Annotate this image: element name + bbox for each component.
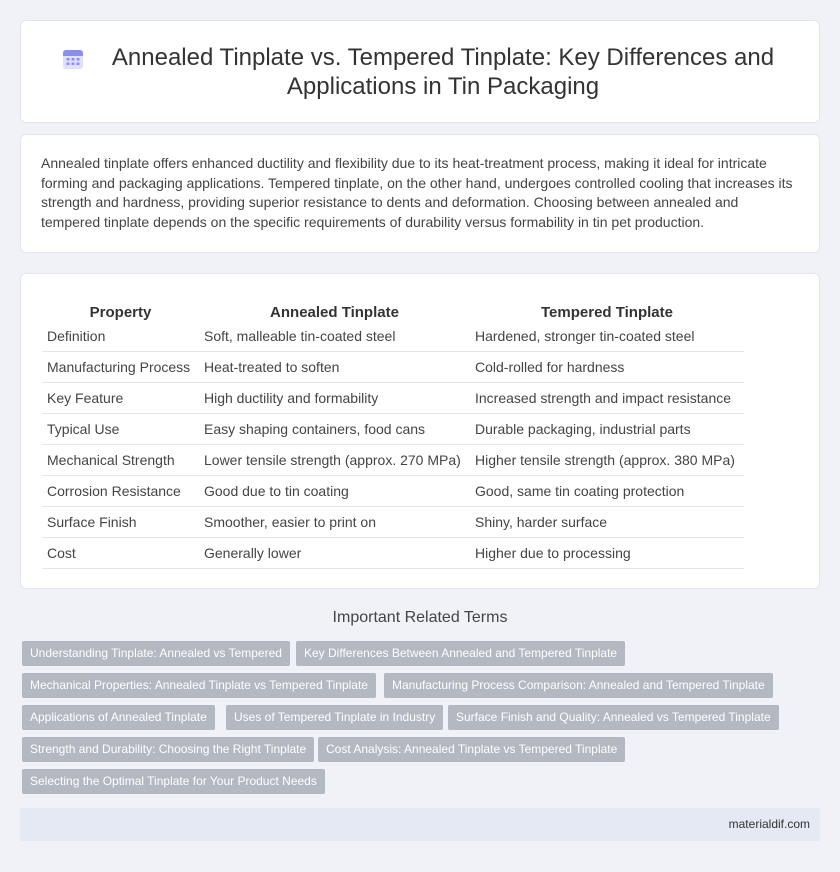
- table-cell: Smoother, easier to print on: [199, 507, 470, 538]
- table-cell: Increased strength and impact resistance: [470, 383, 744, 414]
- table-cell: Corrosion Resistance: [42, 476, 199, 507]
- table-cell: High ductility and formability: [199, 383, 470, 414]
- table-cell: Key Feature: [42, 383, 199, 414]
- table-cell: Generally lower: [199, 538, 470, 569]
- column-header: Tempered Tinplate: [541, 304, 673, 321]
- related-term-tag[interactable]: Applications of Annealed Tinplate: [22, 705, 215, 730]
- table-cell: Cold-rolled for hardness: [470, 352, 744, 383]
- table-cell: Hardened, stronger tin-coated steel: [470, 321, 744, 352]
- table-cell: Definition: [42, 321, 199, 352]
- table-cell: Surface Finish: [42, 507, 199, 538]
- intro-card: [20, 134, 820, 253]
- table-cell: Durable packaging, industrial parts: [470, 414, 744, 445]
- table-row: [42, 538, 744, 569]
- calendar-icon: [61, 47, 85, 71]
- table-cell: Good due to tin coating: [199, 476, 470, 507]
- table-row: [42, 352, 744, 383]
- related-term-tag[interactable]: Understanding Tinplate: Annealed vs Tempered: [22, 641, 290, 666]
- table-row: [42, 414, 744, 445]
- related-term-tag[interactable]: Surface Finish and Quality: Annealed vs Tempered Tinplate: [448, 705, 779, 730]
- table-cell: Cost: [42, 538, 199, 569]
- related-term-tag[interactable]: Uses of Tempered Tinplate in Industry: [226, 705, 443, 730]
- table-cell: Manufacturing Process: [42, 352, 199, 383]
- table-row: [42, 476, 744, 507]
- table-header-row: [42, 295, 744, 321]
- related-term-tag[interactable]: Key Differences Between Annealed and Tempered Tinplate: [296, 641, 625, 666]
- related-term-tag[interactable]: Strength and Durability: Choosing the Right Tinplate: [22, 737, 314, 762]
- column-header: Property: [89, 304, 152, 321]
- comparison-table: [42, 295, 744, 569]
- footer: [20, 808, 820, 841]
- site-name[interactable]: materialdif.com: [728, 817, 810, 831]
- comparison-table-card: [20, 273, 820, 589]
- table-cell: Mechanical Strength: [42, 445, 199, 476]
- table-cell: Lower tensile strength (approx. 270 MPa): [199, 445, 470, 476]
- table-cell: Higher due to processing: [470, 538, 744, 569]
- table-cell: Good, same tin coating protection: [470, 476, 744, 507]
- column-header: Annealed Tinplate: [270, 304, 399, 321]
- related-term-tag[interactable]: Cost Analysis: Annealed Tinplate vs Tempered Tinplate: [318, 737, 625, 762]
- table-row: [42, 383, 744, 414]
- table-cell: Shiny, harder surface: [470, 507, 744, 538]
- intro-text: Annealed tinplate offers enhanced ductility and flexibility due to its heat-treatment process, making it ideal for intricate forming and packaging applications. Tempered tinplate, on the other hand, undergoes controlled cooling that increases its strength and hardness, providing superior resistance to dents and deformation. Choosing between annealed and tempered tinplate depends on the specific requirements of durability versus formability in tin pet production.: [41, 155, 793, 230]
- related-terms-heading: Important Related Terms: [332, 609, 508, 626]
- table-cell: Heat-treated to soften: [199, 352, 470, 383]
- header-card: [20, 20, 820, 123]
- related-term-tag[interactable]: Manufacturing Process Comparison: Annealed and Tempered Tinplate: [384, 673, 773, 698]
- page-title: Annealed Tinplate vs. Tempered Tinplate: Key Differences and Applications in Tin Packaging: [111, 43, 775, 100]
- table-cell: Typical Use: [42, 414, 199, 445]
- table-cell: Soft, malleable tin-coated steel: [199, 321, 470, 352]
- table-row: [42, 445, 744, 476]
- table-row: [42, 321, 744, 352]
- table-row: [42, 507, 744, 538]
- table-cell: Easy shaping containers, food cans: [199, 414, 470, 445]
- related-term-tag[interactable]: Selecting the Optimal Tinplate for Your Product Needs: [22, 769, 325, 794]
- table-cell: Higher tensile strength (approx. 380 MPa): [470, 445, 744, 476]
- related-term-tag[interactable]: Mechanical Properties: Annealed Tinplate vs Tempered Tinplate: [22, 673, 376, 698]
